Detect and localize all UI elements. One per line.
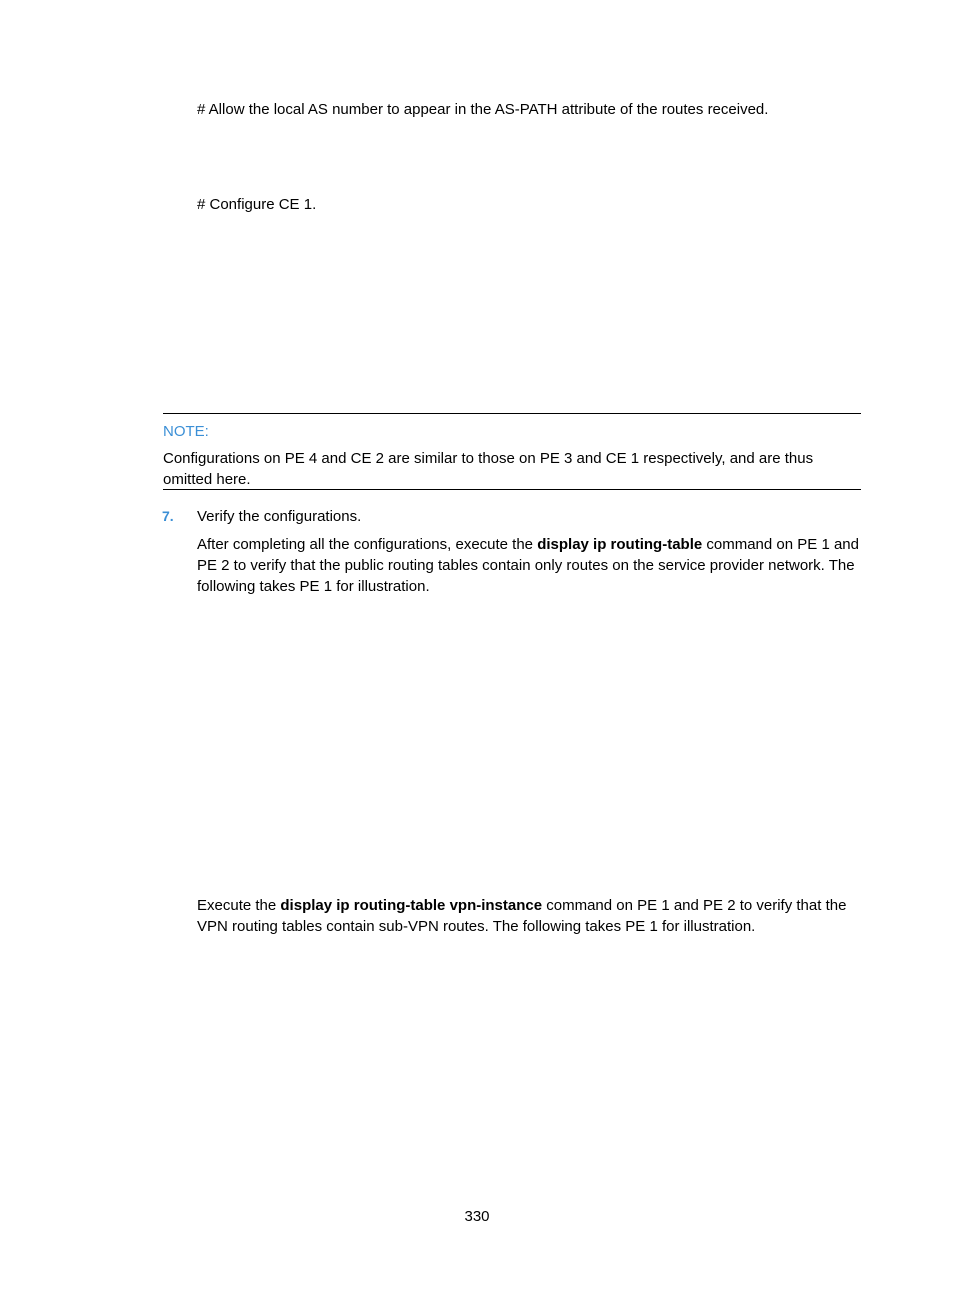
paragraph-text: command on PE 1 and PE 2 to verify that the public routing tables contain only routes on the service provider network. The following takes PE 1 for illustration. bbox=[197, 536, 859, 595]
note-label: NOTE: bbox=[163, 423, 209, 440]
comment-configure-ce1: # Configure CE 1. bbox=[197, 196, 317, 213]
paragraph-public-routing bbox=[197, 534, 865, 597]
paragraph-vpn-routing bbox=[197, 895, 865, 937]
step-number: 7. bbox=[162, 508, 174, 524]
paragraph-text: command on PE 1 and PE 2 to verify that the VPN routing tables contain sub-VPN routes. The following takes PE 1 for illustration. bbox=[197, 897, 847, 935]
note-box bbox=[163, 413, 861, 490]
comment-as-path: # Allow the local AS number to appear in the AS-PATH attribute of the routes received. bbox=[197, 101, 769, 118]
paragraph-text: Execute the bbox=[197, 897, 281, 914]
step-title: Verify the configurations. bbox=[197, 508, 362, 525]
command-text: display ip routing-table bbox=[537, 536, 703, 553]
page-number: 330 bbox=[464, 1208, 490, 1225]
paragraph-text: After completing all the configurations, execute the bbox=[197, 536, 538, 553]
note-text: Configurations on PE 4 and CE 2 are similar to those on PE 3 and CE 1 respectively, and are thus omitted here. bbox=[163, 450, 814, 488]
command-text: display ip routing-table vpn-instance bbox=[280, 897, 543, 914]
